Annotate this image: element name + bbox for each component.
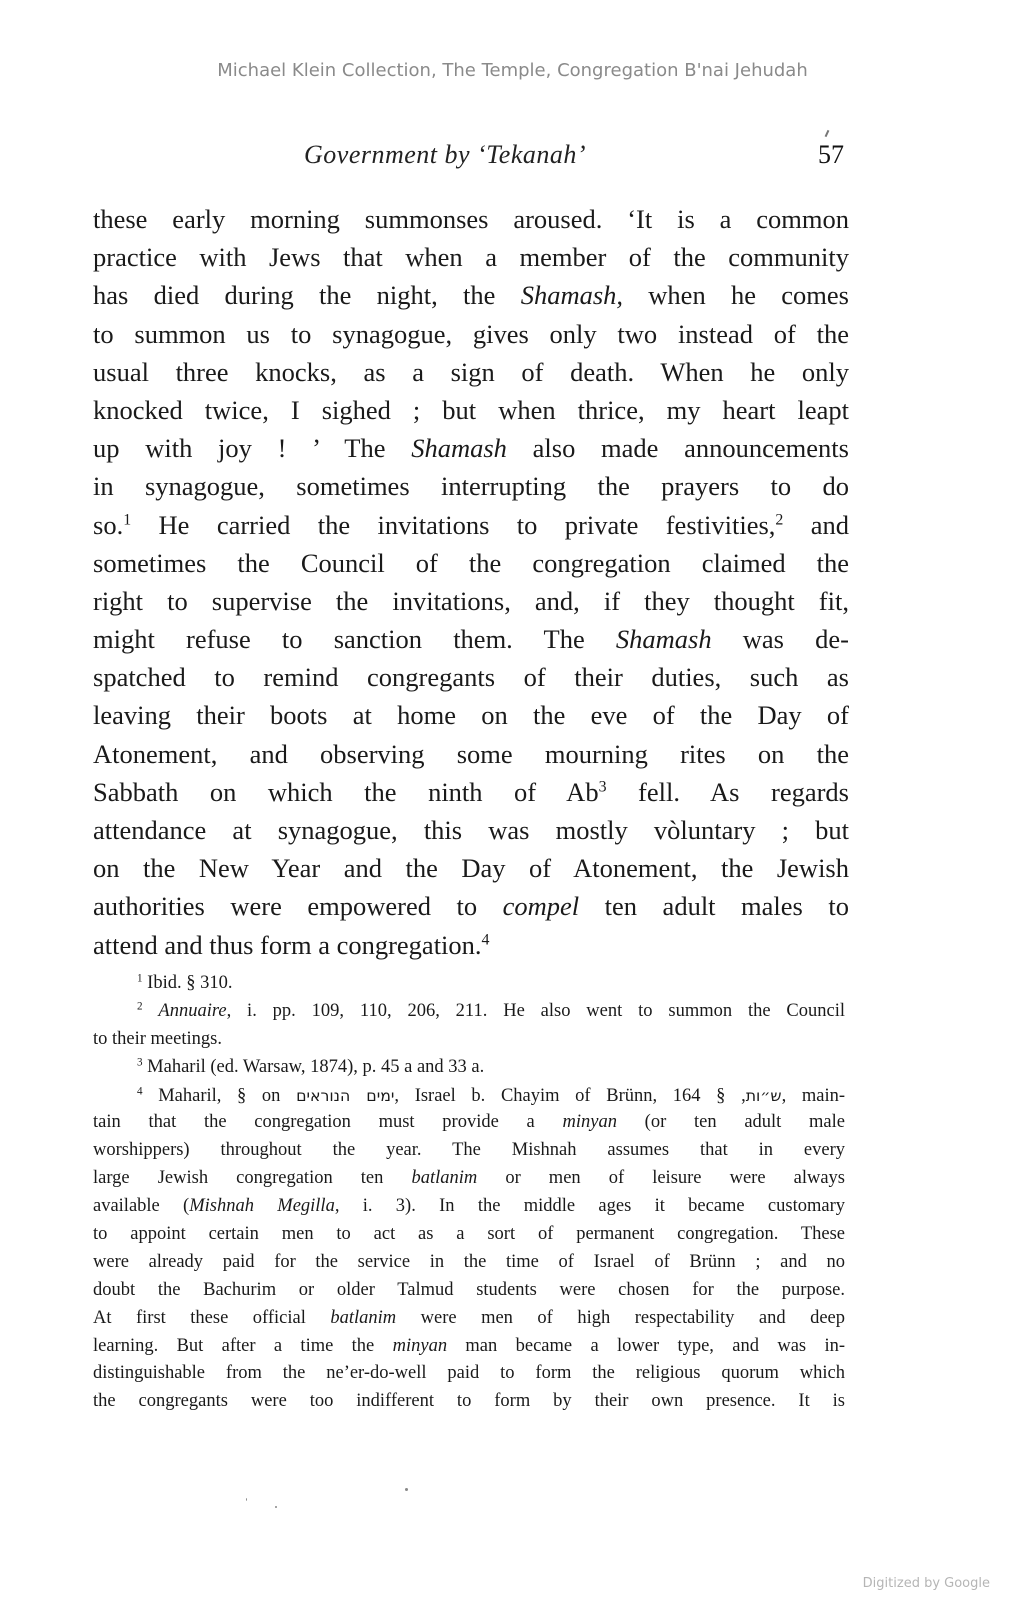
body-line: spatched to remind congregants of their duties, such as: [93, 662, 849, 693]
collection-watermark: Michael Klein Collection, The Temple, Congregation B'nai Jehudah: [217, 60, 808, 81]
italic-term: Shamash: [615, 624, 712, 655]
footnote-line: large Jewish congregation ten batlanim or men of leisure were always: [93, 1168, 845, 1189]
italic-term: minyan: [392, 1335, 448, 1356]
body-line: Atonement, and observing some mourning rites on the: [93, 738, 849, 769]
footnote-line: learning. But after a time the minyan man became a lower type, and was in-: [93, 1335, 845, 1356]
body-line: these early morning summonses aroused. ‘It is a common: [93, 204, 849, 234]
body-line: knocked twice, I sighed ; but when thrice, my heart leapt: [93, 394, 849, 425]
body-line: attendance at synagogue, this was mostly vòluntary ; but: [93, 815, 849, 845]
body-line: practice with Jews that when a member of the community: [93, 242, 849, 273]
footnote-marker: 2: [137, 1000, 143, 1013]
footnote-marker: 3: [598, 778, 607, 796]
italic-term: compel: [502, 891, 580, 922]
body-line: authorities were empowered to compel ten adult males to: [93, 891, 849, 922]
italic-term: minyan: [562, 1112, 617, 1133]
footnote-line: tain that the congregation must provide a minyan (or ten adult male: [93, 1112, 845, 1133]
body-line: usual three knocks, as a sign of death. When he only: [93, 356, 849, 387]
footnote-line: distinguishable from the ne’er-do-well paid to form the religious quorum which: [93, 1363, 845, 1384]
footnote-line: $^2$ Annuaire, i. pp. 109, 110, 206, 211. He also went to summon the Council: [137, 1000, 845, 1021]
body-line: leaving their boots at home on the eve of the Day of: [93, 700, 849, 731]
digitized-by-google-watermark: Digitized by Google: [862, 1576, 990, 1591]
footnote-line: At first these official batlanim were men of high respectability and deep: [93, 1307, 845, 1328]
footnote-line: were already paid for the service in the time of Israel of Brünn ; and no: [93, 1251, 845, 1272]
footnotes: [93, 970, 845, 1416]
body-line: so.$^1$ He carried the invitations to private festivities,$^2$ and: [93, 509, 850, 540]
italic-term: Shamash: [411, 433, 507, 464]
body-line: on the New Year and the Day of Atonement, the Jewish: [93, 853, 849, 884]
scan-speck: [275, 1506, 277, 1508]
scan-speck: [246, 1498, 247, 1501]
footnote-line: to appoint certain men to act as a sort of permanent congregation. These: [93, 1224, 845, 1245]
body-line: Sabbath on which the ninth of Ab$^3$ fell. As regards: [93, 776, 849, 807]
footnote-marker: 2: [775, 510, 784, 528]
body-line: attend and thus form a congregation.$^4$: [93, 929, 490, 960]
italic-term: Shamash,: [520, 280, 624, 311]
footnote-line: worshippers) throughout the year. The Mishnah assumes that in every: [93, 1140, 845, 1161]
italic-term: Annuaire: [158, 1000, 227, 1021]
body-line: right to supervise the invitations, and, if they thought fit,: [93, 585, 849, 616]
footnote-line: the congregants were too indifferent to form by their own presence. It is: [93, 1391, 845, 1412]
footnote-marker: 4: [481, 931, 490, 949]
page-number: 57: [818, 140, 844, 169]
italic-term: batlanim: [330, 1307, 397, 1328]
running-header: [0, 140, 1025, 170]
footnote-line: $^1$ Ibid. § 310.: [137, 972, 233, 993]
chapter-title: Government by ‘Tekanah’: [304, 140, 587, 169]
body-line: sometimes the Council of the congregation claimed the: [93, 547, 849, 578]
scan-speck: [405, 1488, 408, 1491]
body-line: to summon us to synagogue, gives only two instead of the: [93, 318, 849, 349]
body-line: up with joy ! ’ The Shamash also made announcements: [93, 433, 849, 464]
hebrew-text: ימים הנוראים: [296, 1085, 395, 1105]
body-line: has died during the night, the Shamash, when he comes: [93, 280, 849, 311]
footnote-marker: 1: [137, 972, 143, 985]
footnote-line: to their meetings.: [93, 1028, 222, 1049]
body-line: in synagogue, sometimes interrupting the prayers to do: [93, 471, 849, 502]
body-line: might refuse to sanction them. The Shamash was de-: [93, 624, 849, 655]
footnote-line: $^3$ Maharil (ed. Warsaw, 1874), p. 45 a and 33 a.: [137, 1056, 485, 1077]
body-text: [93, 200, 849, 964]
footnote-marker: 4: [137, 1084, 143, 1097]
italic-term: batlanim: [411, 1168, 478, 1189]
footnote-marker: 3: [137, 1056, 143, 1069]
italic-term: Mishnah Megilla: [189, 1196, 335, 1217]
footnote-line: $^4$ Maharil, § on ימים הנוראים, Israel b. Chayim of Brünn, ש״ות, § 164, main-: [137, 1084, 846, 1106]
footnote-marker: 1: [123, 510, 132, 528]
hebrew-text: ש״ות: [745, 1085, 782, 1105]
footnote-line: doubt the Bachurim or older Talmud students were chosen for the purpose.: [93, 1279, 845, 1300]
footnote-line: available (Mishnah Megilla, i. 3). In the middle ages it became customary: [93, 1196, 845, 1217]
